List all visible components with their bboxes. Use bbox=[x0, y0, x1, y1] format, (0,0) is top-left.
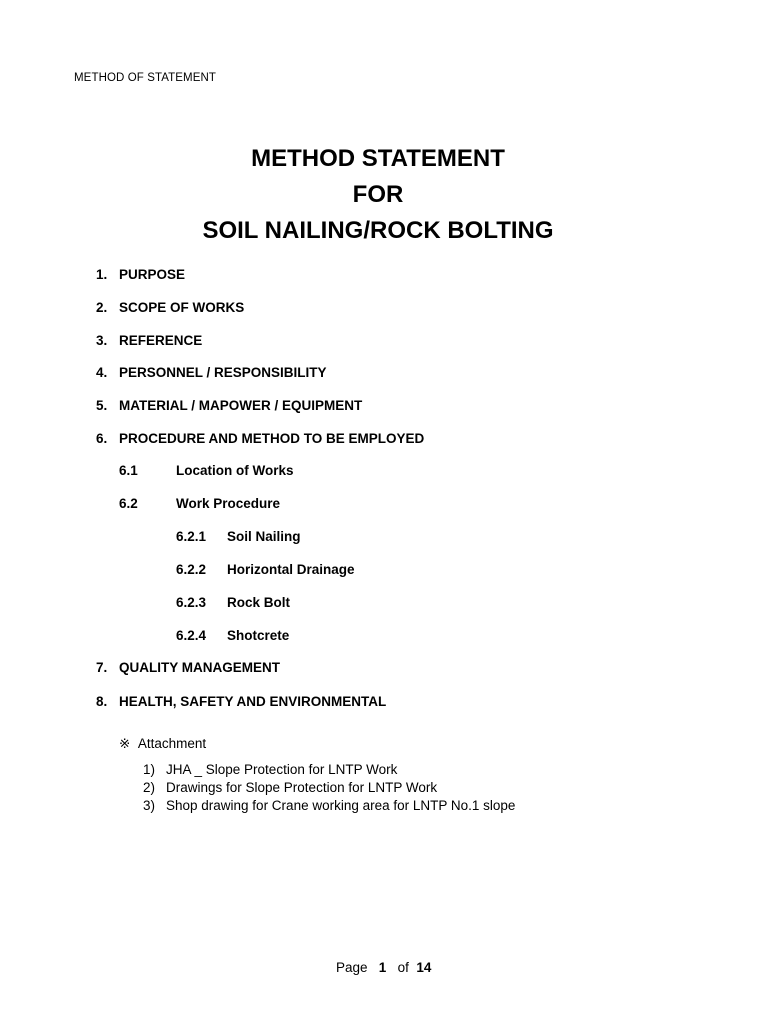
toc-number: 6.2.2 bbox=[176, 562, 207, 577]
toc-number: 1. bbox=[96, 267, 108, 282]
toc-item-material bbox=[96, 398, 362, 413]
toc-number: 6.1 bbox=[119, 463, 138, 478]
toc-number: 3. bbox=[96, 333, 108, 348]
page-number: 1 bbox=[378, 960, 387, 975]
running-header: METHOD OF STATEMENT bbox=[74, 72, 217, 84]
toc-number: 4. bbox=[96, 365, 108, 380]
toc-label: Soil Nailing bbox=[227, 529, 301, 544]
toc-label: PROCEDURE AND METHOD TO BE EMPLOYED bbox=[119, 431, 425, 446]
toc-label: HEALTH, SAFETY AND ENVIRONMENTAL bbox=[119, 694, 387, 709]
toc-item-scope-of-works bbox=[96, 300, 244, 315]
toc-item-health-safety bbox=[96, 694, 386, 709]
toc-number: 6.2.3 bbox=[176, 595, 207, 610]
toc-item-purpose bbox=[96, 267, 185, 282]
attachment-title: Attachment bbox=[137, 736, 207, 751]
total-pages: 14 bbox=[416, 960, 432, 975]
attachment-heading bbox=[119, 736, 206, 752]
toc-item-work-procedure bbox=[119, 496, 280, 511]
attachment-item-text: JHA _ Slope Protection for LNTP Work bbox=[166, 762, 398, 777]
page-word: Page bbox=[336, 960, 368, 975]
toc-number: 7. bbox=[96, 660, 108, 675]
toc-label: Rock Bolt bbox=[227, 595, 291, 610]
of-word: of bbox=[397, 960, 409, 975]
toc-item-shotcrete bbox=[176, 628, 289, 643]
page-footer bbox=[336, 960, 431, 975]
document-title bbox=[0, 143, 756, 251]
toc-item-personnel bbox=[96, 365, 327, 380]
reference-mark-icon: ※ bbox=[119, 736, 131, 751]
attachment-item-number: 1) bbox=[143, 762, 156, 777]
toc-item-quality-management bbox=[96, 660, 280, 675]
toc-number: 2. bbox=[96, 300, 108, 315]
title-line-1: METHOD STATEMENT bbox=[251, 145, 505, 172]
title-line-3: SOIL NAILING/ROCK BOLTING bbox=[202, 217, 554, 244]
toc-label: Location of Works bbox=[176, 463, 294, 478]
toc-number: 6.2.1 bbox=[176, 529, 207, 544]
toc-number: 5. bbox=[96, 398, 108, 413]
toc-number: 6.2 bbox=[119, 496, 138, 511]
toc-item-horizontal-drainage bbox=[176, 562, 355, 577]
toc-label: QUALITY MANAGEMENT bbox=[119, 660, 280, 675]
attachment-item bbox=[143, 798, 515, 813]
toc-item-location-of-works bbox=[119, 463, 294, 478]
toc-item-reference bbox=[96, 333, 202, 348]
toc-item-rock-bolt bbox=[176, 595, 290, 610]
attachment-item-number: 2) bbox=[143, 780, 156, 795]
toc-label: MATERIAL / MAPOWER / EQUIPMENT bbox=[119, 398, 363, 413]
attachment-item bbox=[143, 762, 397, 777]
toc-label: SCOPE OF WORKS bbox=[119, 300, 245, 315]
attachment-item-text: Drawings for Slope Protection for LNTP Work bbox=[166, 780, 438, 795]
attachment-item bbox=[143, 780, 437, 795]
toc-label: PERSONNEL / RESPONSIBILITY bbox=[119, 365, 327, 380]
toc-number: 6.2.4 bbox=[176, 628, 207, 643]
toc-label: REFERENCE bbox=[119, 333, 203, 348]
toc-number: 6. bbox=[96, 431, 108, 446]
toc-label: Work Procedure bbox=[176, 496, 281, 511]
title-line-2: FOR bbox=[352, 181, 404, 208]
toc-label: Horizontal Drainage bbox=[227, 562, 355, 577]
toc-label: Shotcrete bbox=[227, 628, 290, 643]
attachment-item-text: Shop drawing for Crane working area for LNTP No.1 slope bbox=[166, 798, 516, 813]
toc-number: 8. bbox=[96, 694, 108, 709]
attachment-item-number: 3) bbox=[143, 798, 156, 813]
toc-item-soil-nailing bbox=[176, 529, 301, 544]
toc-label: PURPOSE bbox=[119, 267, 186, 282]
toc-item-procedure bbox=[96, 431, 424, 446]
